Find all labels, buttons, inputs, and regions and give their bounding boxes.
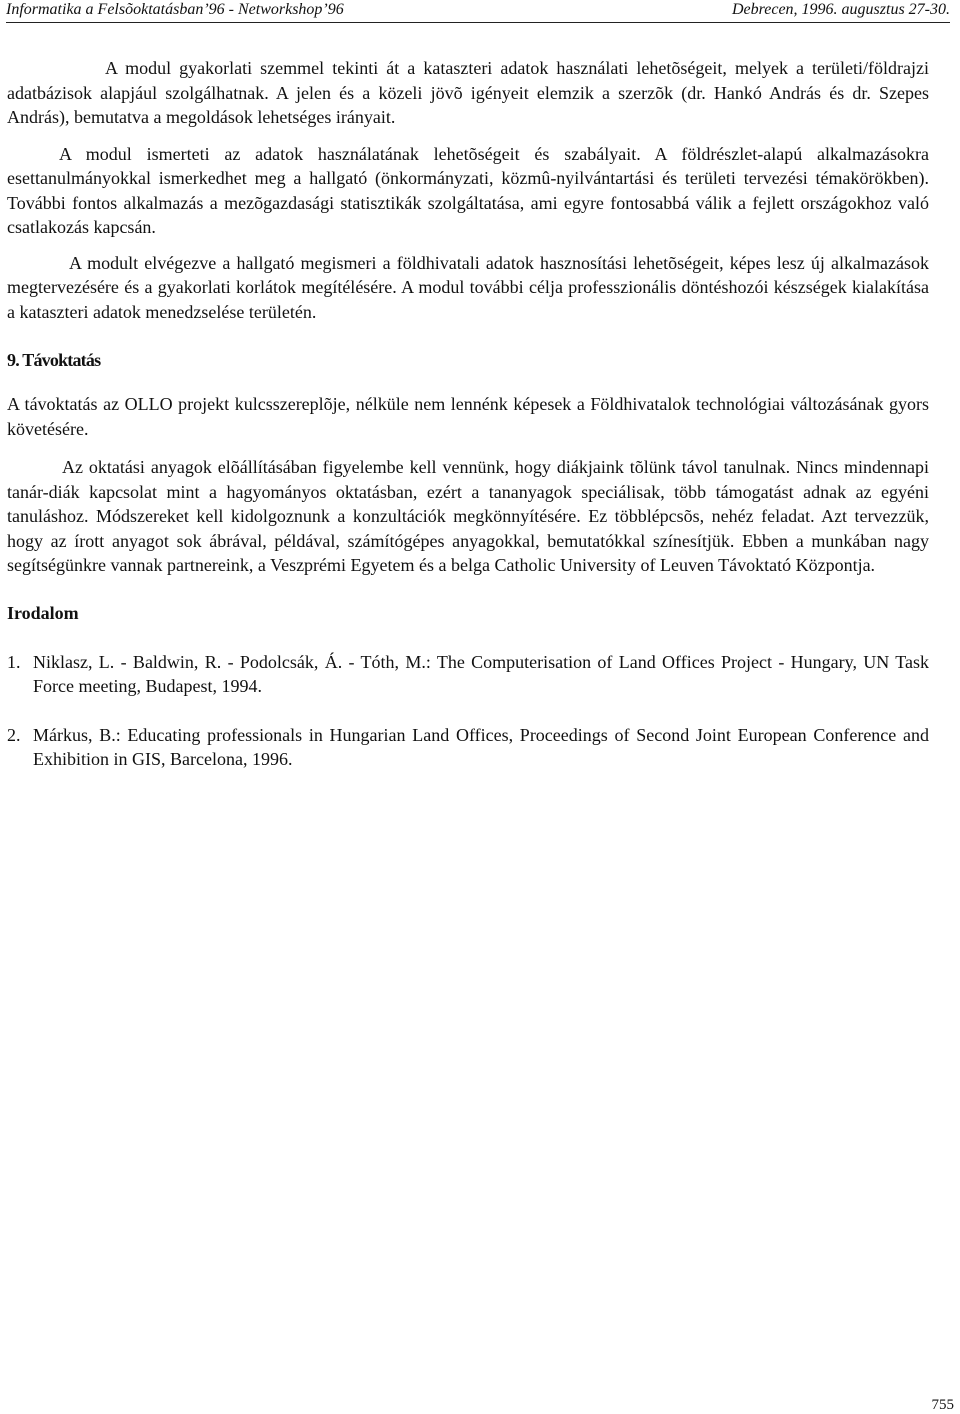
paragraph-module-outcomes: A modult elvégezve a hallgató megismeri a földhivatali adatok hasznosítási lehetõségeit, képes lesz új alkalmazások megtervezésére és a gyakorlati korlátok megítélésére. A modul további célja professzionális döntéshozói készségek kialakítása a kataszteri adatok menedzselése területén.	[7, 252, 929, 322]
paragraph-distance-learning-materials: Az oktatási anyagok elõállításában figyelembe kell vennünk, hogy diákjaink tõlünk távol tanulnak. Nincs mindennapi tanár-diák kapcsolat mint a hagyományos oktatásban, ezért a tananyagok speciálisak, több támogatást adnak az egyéni tanuláshoz. Módszereket kell kidolgoznunk a konzultációk megkönnyítésére. Ez többlépcsõs, nehéz feladat. Azt tervezzük, hogy az írott anyagot sok ábrával, példával, számítógépes anyagokkal, bemutatókkal színesítjük. Ebben a munkában nagy segítségünkre vannak partnereink, a Veszprémi Egyetem és a belga Catholic University of Leuven Távoktató Központja.	[7, 457, 929, 575]
header-location-date: Debrecen, 1996. augusztus 27-30.	[731, 1, 950, 18]
paragraph-distance-learning-intro: A távoktatás az OLLO projekt kulcsszereplõje, nélküle nem lennénk képesek a Földhivatalok technológiai változásának gyors követésére.	[7, 394, 929, 439]
reference-number: 2.	[7, 724, 21, 745]
main-content	[7, 56, 929, 772]
running-header	[6, 0, 950, 23]
paragraph-module-rules-lead: A modul ismerteti az adatok használatának lehetõségeit és szabályait.	[59, 143, 641, 164]
reference-number: 1.	[7, 651, 21, 672]
reference-text: Márkus, B.: Educating professionals in Hungarian Land Offices, Proceedings of Second Joint European Conference and Exhibition in GIS, Barcelona, 1996.	[33, 724, 929, 769]
reference-item	[7, 650, 929, 699]
paragraph-module-overview: A modul gyakorlati szemmel tekinti át a kataszteri adatok használati lehetõségeit, melyek a területi/földrajzi adatbázisok alapjául szolgálhatnak. A jelen és a közeli jövõ igényeit elemzik a szerzõk (dr. Hankó András és dr. Szepes András), bemutatva a megoldások lehetséges irányait.	[7, 58, 929, 127]
page-number: 755	[931, 1397, 954, 1413]
paragraph-module-applications: A földrészlet-alapú alkalmazásokra esettanulmányokkal ismerkedhet meg a hallgató (önkormányzati, közmû-nyilvántartási és területi tervezési témakörökben). További fontos alkalmazás a mezõgazdasági statisztikák szolgáltatása, ami egyre fontosabbá válik a fejlett országokhoz való csatlakozás kapcsán.	[7, 143, 929, 237]
paragraph-module-rules	[7, 142, 929, 240]
reference-text: Niklasz, L. - Baldwin, R. - Podolcsák, Á. - Tóth, M.: The Computerisation of Land Offices Project - Hungary, UN Task Force meeting, Budapest, 1994.	[33, 651, 929, 696]
header-conference-title: Informatika a Felsõoktatásban’96 - Networkshop’96	[6, 1, 344, 18]
reference-item	[7, 723, 929, 772]
references-heading: Irodalom	[7, 602, 79, 623]
section-heading-distance-learning: 9. Távoktatás	[7, 350, 101, 370]
